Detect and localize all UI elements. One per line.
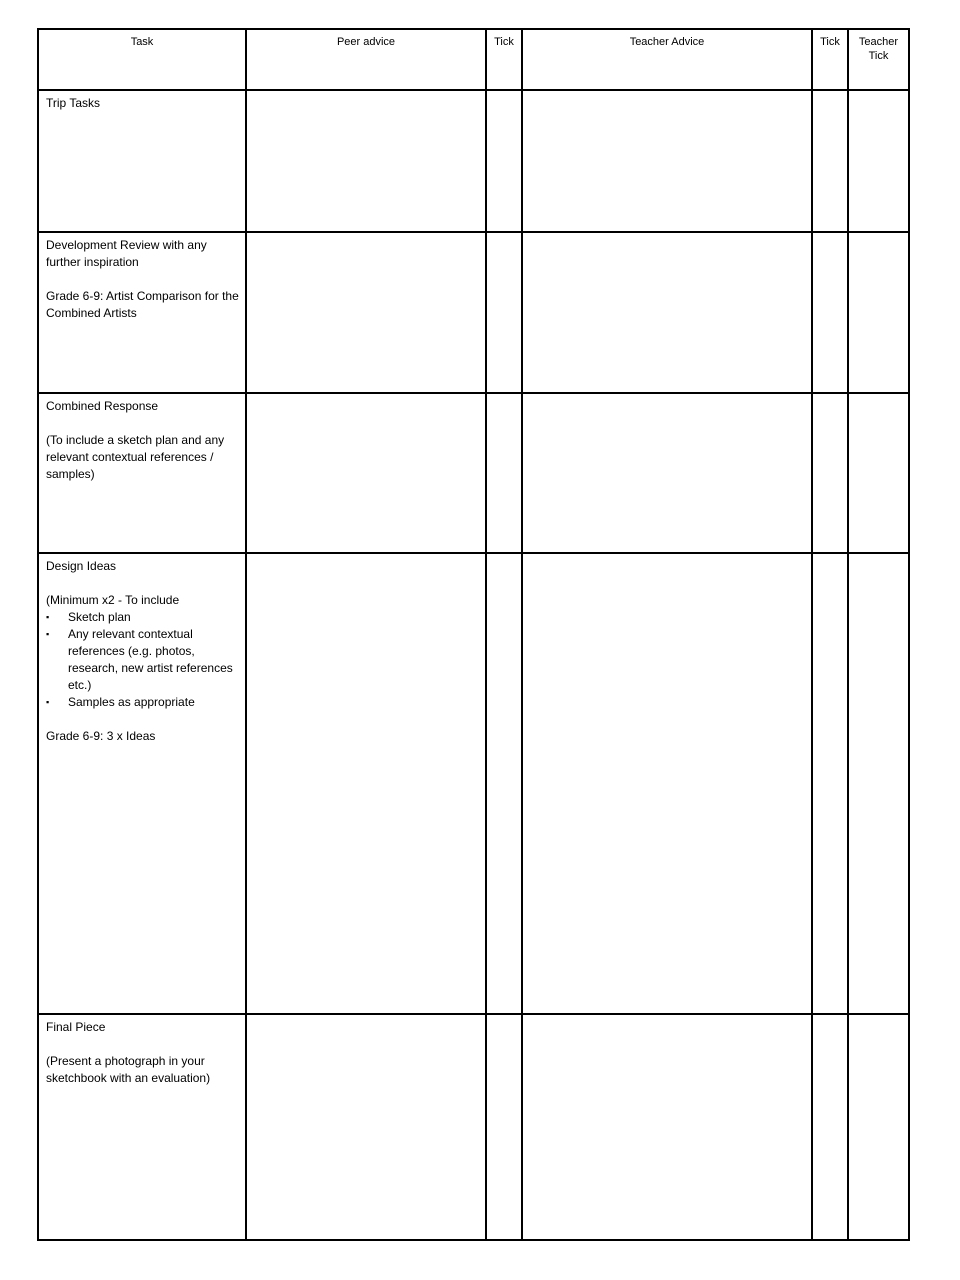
task-cell xyxy=(38,553,246,1014)
header-teacher-tick xyxy=(848,29,909,90)
task-note: (Present a photograph in your sketchbook with an evaluation) xyxy=(46,1054,211,1085)
tick-cell[interactable] xyxy=(486,90,522,232)
tick-cell-2[interactable] xyxy=(812,90,848,232)
peer-advice-cell[interactable] xyxy=(246,1014,486,1240)
task-note: (To include a sketch plan and any relevant contextual references / samples) xyxy=(46,433,225,481)
assessment-table xyxy=(37,28,910,1241)
header-teacher-tick-line2: Tick xyxy=(868,50,889,62)
task-title: Development Review with any further inspiration xyxy=(46,238,207,269)
task-cell xyxy=(38,393,246,553)
task-cell xyxy=(38,1014,246,1240)
tick-cell[interactable] xyxy=(486,553,522,1014)
teacher-advice-cell[interactable] xyxy=(522,1014,812,1240)
task-title: Combined Response xyxy=(46,399,159,413)
task-grade: Grade 6-9: 3 x Ideas xyxy=(46,729,156,743)
task-note xyxy=(46,592,239,711)
teacher-advice-cell[interactable] xyxy=(522,393,812,553)
tick-cell-2[interactable] xyxy=(812,553,848,1014)
peer-advice-cell[interactable] xyxy=(246,90,486,232)
teacher-tick-cell[interactable] xyxy=(848,553,909,1014)
tick-cell[interactable] xyxy=(486,232,522,393)
header-teacher-tick-line1: Teacher xyxy=(858,36,899,48)
header-row xyxy=(38,29,909,90)
task-cell xyxy=(38,90,246,232)
task-title: Design Ideas xyxy=(46,559,117,573)
peer-advice-cell[interactable] xyxy=(246,232,486,393)
list-item: ▪ Sketch plan xyxy=(46,609,239,626)
table-row xyxy=(38,232,909,393)
peer-advice-cell[interactable] xyxy=(246,553,486,1014)
header-task: Task xyxy=(38,29,246,90)
header-tick-2: Tick xyxy=(812,29,848,90)
header-teacher-advice: Teacher Advice xyxy=(522,29,812,90)
table-row xyxy=(38,553,909,1014)
teacher-advice-cell[interactable] xyxy=(522,232,812,393)
teacher-tick-cell[interactable] xyxy=(848,1014,909,1240)
teacher-tick-cell[interactable] xyxy=(848,393,909,553)
task-cell xyxy=(38,232,246,393)
task-title: Trip Tasks xyxy=(46,96,101,110)
list-item: ▪ Samples as appropriate xyxy=(46,694,239,711)
tick-cell-2[interactable] xyxy=(812,1014,848,1240)
task-bullet-list xyxy=(46,609,239,711)
table-row xyxy=(38,90,909,232)
header-peer-advice: Peer advice xyxy=(246,29,486,90)
table-row xyxy=(38,1014,909,1240)
tick-cell[interactable] xyxy=(486,393,522,553)
task-grade: Grade 6-9: Artist Comparison for the Combined Artists xyxy=(46,289,239,320)
tick-cell-2[interactable] xyxy=(812,232,848,393)
teacher-tick-cell[interactable] xyxy=(848,232,909,393)
task-note-intro: (Minimum x2 - To include xyxy=(46,593,180,607)
task-title: Final Piece xyxy=(46,1020,106,1034)
teacher-advice-cell[interactable] xyxy=(522,90,812,232)
teacher-tick-cell[interactable] xyxy=(848,90,909,232)
peer-advice-cell[interactable] xyxy=(246,393,486,553)
header-tick: Tick xyxy=(486,29,522,90)
tick-cell[interactable] xyxy=(486,1014,522,1240)
tick-cell-2[interactable] xyxy=(812,393,848,553)
teacher-advice-cell[interactable] xyxy=(522,553,812,1014)
list-item: ▪ Any relevant contextual references (e.g. photos, research, new artist references etc.) xyxy=(46,626,239,694)
table-row xyxy=(38,393,909,553)
